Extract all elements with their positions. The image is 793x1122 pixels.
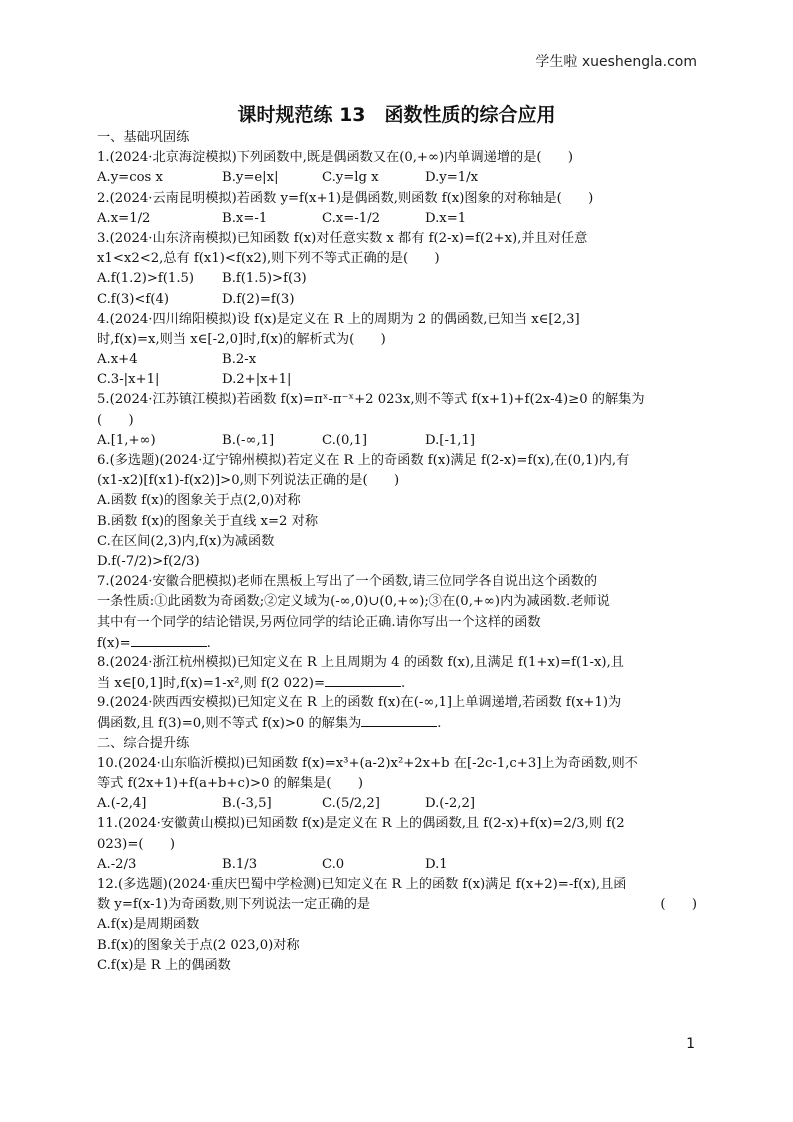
- option-c: C.0: [322, 856, 345, 872]
- question-9-text: 偶函数,且 f(3)=0,则不等式 f(x)>0 的解集为: [97, 716, 362, 732]
- question-2-stem: 2.(2024·云南昆明模拟)若函数 y=f(x+1)是偶函数,则函数 f(x)图象的对称轴是( ): [97, 190, 594, 206]
- question-3-stem: 3.(2024·山东济南模拟)已知函数 f(x)对任意实数 x 都有 f(2-x)=f(2+x),并且对任意: [97, 230, 588, 246]
- question-12-text: 数 y=f(x-1)为奇函数,则下列说法一定正确的是: [97, 897, 371, 913]
- question-7-line-2: 一条性质:①此函数为奇函数;②定义域为(-∞,0)∪(0,+∞);③在(0,+∞)内为减函数.老师说: [97, 594, 610, 610]
- option-d: D.x=1: [425, 210, 467, 226]
- question-2-options: [97, 209, 697, 229]
- option-b: B.函数 f(x)的图象关于直线 x=2 对称: [97, 513, 319, 529]
- option-d: D.f(2)=f(3): [222, 291, 295, 307]
- option-a: A.(-2,4]: [97, 796, 147, 812]
- question-9-line-1: 9.(2024·陕西西安模拟)已知定义在 R 上的函数 f(x)在(-∞,1]上单调递增,若函数 f(x+1)为: [97, 695, 622, 711]
- page-number: 1: [686, 1036, 695, 1052]
- question-1-options: [97, 168, 697, 188]
- answer-end: .: [437, 716, 442, 732]
- question-11-options: [97, 855, 697, 875]
- question-3-options-row2: [97, 290, 697, 310]
- exercise-body: [97, 128, 697, 976]
- option-d: D.(-2,2]: [425, 796, 476, 812]
- option-d: D.y=1/x: [425, 170, 479, 186]
- option-c: C.在区间(2,3)内,f(x)为减函数: [97, 533, 275, 549]
- option-d: D.f(-7/2)>f(2/3): [97, 553, 200, 569]
- option-c: C.(0,1]: [322, 432, 368, 448]
- option-b: B.y=e|x|: [222, 170, 279, 186]
- answer-blank[interactable]: [325, 673, 401, 687]
- question-4-options-row1: [97, 350, 697, 370]
- answer-blank[interactable]: [131, 633, 207, 647]
- option-a: A.x=1/2: [97, 210, 151, 226]
- question-5-stem-cont: ( ): [97, 412, 134, 428]
- question-7-line-3: 其中有一个同学的结论错误,另两位同学的结论正确.请你写出一个这样的函数: [97, 614, 541, 630]
- option-a: A.f(x)是周期函数: [97, 917, 200, 933]
- question-3-options-row1: [97, 269, 697, 289]
- answer-blank[interactable]: [361, 713, 437, 727]
- brand-header: 学生啦 xueshengla.com: [535, 54, 697, 70]
- option-a: A.-2/3: [97, 856, 137, 872]
- question-10-line-1: 10.(2024·山东临沂模拟)已知函数 f(x)=x³+(a-2)x²+2x+b 在[-2c-1,c+3]上为奇函数,则不: [97, 755, 638, 771]
- option-a: A.[1,+∞): [97, 432, 156, 448]
- question-6-stem: 6.(多选题)(2024·辽宁锦州模拟)若定义在 R 上的奇函数 f(x)满足 f(2-x)=f(x),在(0,1)内,有: [97, 453, 630, 468]
- option-a: A.f(1.2)>f(1.5): [97, 271, 195, 287]
- option-b: B.x=-1: [222, 210, 268, 226]
- question-5-stem: 5.(2024·江苏镇江模拟)若函数 f(x)=πˣ-π⁻ˣ+2 023x,则不等式 f(x+1)+f(2x-4)≥0 的解集为: [97, 392, 645, 408]
- option-c: C.x=-1/2: [322, 210, 380, 226]
- question-12-line-2: [97, 895, 697, 915]
- option-c: C.3-|x+1|: [97, 372, 160, 388]
- question-3-stem-cont: x1<x2<2,总有 f(x1)<f(x2),则下列不等式正确的是( ): [97, 251, 440, 267]
- question-9-line-2: [97, 713, 697, 733]
- question-7-line-1: 7.(2024·安徽合肥模拟)老师在黑板上写出了一个函数,请三位同学各自说出这个函数的: [97, 574, 598, 590]
- question-10-options: [97, 794, 697, 814]
- option-d: D.2+|x+1|: [222, 372, 292, 388]
- section-heading: 二、综合提升练: [97, 735, 190, 751]
- question-11-line-2: 023)=( ): [97, 836, 176, 852]
- answer-end: .: [401, 676, 406, 692]
- option-d: D.[-1,1]: [425, 432, 476, 448]
- option-b: B.(-3,5]: [222, 796, 272, 812]
- section-heading: 一、基础巩固练: [97, 130, 190, 145]
- question-5-options: [97, 431, 697, 451]
- option-b: B.2-x: [222, 352, 257, 368]
- question-4-options-row2: [97, 370, 697, 390]
- option-b: B.(-∞,1]: [222, 432, 275, 448]
- question-8-line-1: 8.(2024·浙江杭州模拟)已知定义在 R 上且周期为 4 的函数 f(x),且满足 f(1+x)=f(1-x),且: [97, 654, 624, 670]
- question-12-line-1: 12.(多选题)(2024·重庆巴蜀中学检测)已知定义在 R 上的函数 f(x)满足 f(x+2)=-f(x),且函: [97, 876, 627, 892]
- question-10-line-2: 等式 f(2x+1)+f(a+b+c)>0 的解集是( ): [97, 776, 364, 791]
- question-8-text: 当 x∈[0,1]时,f(x)=1-x²,则 f(2 022)=: [97, 676, 325, 692]
- option-c: C.f(x)是 R 上的偶函数: [97, 957, 231, 973]
- option-b: B.f(1.5)>f(3): [222, 271, 307, 287]
- page-title: 课时规范练 13 函数性质的综合应用: [237, 104, 556, 126]
- question-8-line-2: [97, 673, 697, 693]
- answer-prefix: f(x)=: [97, 635, 131, 651]
- question-4-stem: 4.(2024·四川绵阳模拟)设 f(x)是定义在 R 上的周期为 2 的偶函数,已知当 x∈[2,3]: [97, 311, 580, 327]
- question-1-stem: 1.(2024·北京海淀模拟)下列函数中,既是偶函数又在(0,+∞)内单调递增的是( ): [97, 150, 574, 166]
- question-4-stem-cont: 时,f(x)=x,则当 x∈[-2,0]时,f(x)的解析式为( ): [97, 331, 386, 347]
- option-a: A.y=cos x: [97, 170, 163, 186]
- option-a: A.函数 f(x)的图象关于点(2,0)对称: [97, 493, 301, 509]
- option-b: B.1/3: [222, 856, 258, 872]
- option-c: C.(5/2,2]: [322, 796, 380, 812]
- option-d: D.1: [425, 856, 448, 872]
- question-7-line-4: [97, 633, 697, 653]
- answer-end: .: [206, 635, 211, 651]
- option-c: C.f(3)<f(4): [97, 291, 169, 307]
- question-6-stem-cont: (x1-x2)[f(x1)-f(x2)]>0,则下列说法正确的是( ): [97, 473, 400, 489]
- option-c: C.y=lg x: [322, 170, 379, 186]
- option-b: B.f(x)的图象关于点(2 023,0)对称: [97, 937, 300, 953]
- question-11-line-1: 11.(2024·安徽黄山模拟)已知函数 f(x)是定义在 R 上的偶函数,且 f(2-x)+f(x)=2/3,则 f(2: [97, 816, 625, 832]
- option-a: A.x+4: [97, 352, 138, 368]
- answer-paren: ( ): [660, 897, 697, 913]
